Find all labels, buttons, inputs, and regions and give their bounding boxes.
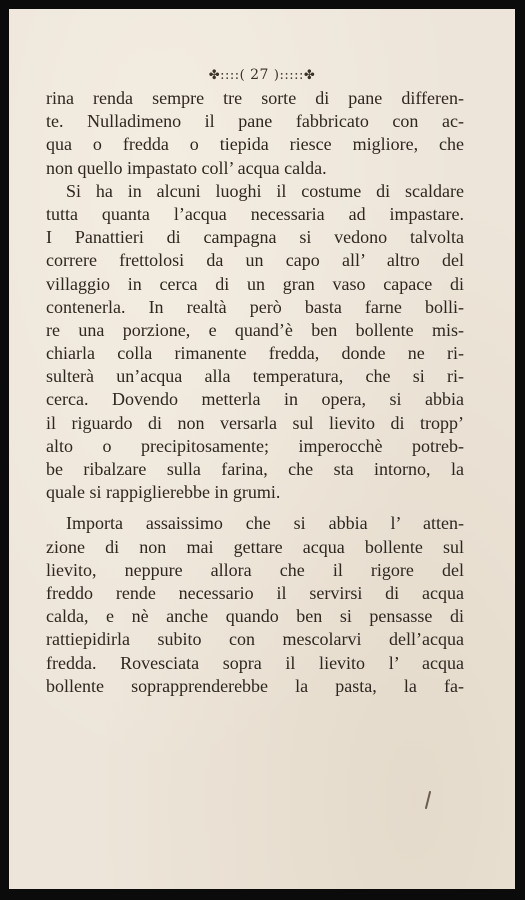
text-line: alto o precipitosamente; imperocchè potreb- <box>46 435 464 456</box>
text-line: rina renda sempre tre sorte di pane differen- <box>46 88 464 108</box>
ink-mark <box>423 791 433 809</box>
page-number: 27 <box>250 67 269 83</box>
text-line: contenerla. In realtà però basta farne bolli- <box>46 296 464 317</box>
book-page <box>9 9 515 889</box>
body-text <box>46 87 464 698</box>
text-line: te. Nulladimeno il pane fabbricato con ac- <box>46 111 464 132</box>
text-line: sulterà un’acqua alla temperatura, che si ri- <box>46 366 464 387</box>
text-line: cerca. Dovendo metterla in opera, si abbia <box>46 389 464 410</box>
header-ornament-right: ):::::✤ <box>273 68 316 83</box>
text-line: bollente soprapprenderebbe la pasta, la fa- <box>46 675 464 696</box>
header-ornament-left: ✤::::( <box>208 68 246 83</box>
page-header <box>9 67 515 83</box>
text-line: lievito, neppure allora che il rigore del <box>46 559 464 580</box>
text-line: villaggio in cerca di un gran vaso capace di <box>46 273 464 294</box>
text-line: freddo rende necessario il servirsi di acqua <box>46 582 464 603</box>
text-line: calda, e nè anche quando ben si pensasse di <box>46 606 464 627</box>
paragraph <box>46 87 464 180</box>
text-line: il riguardo di non versarla sul lievito di tropp’ <box>46 412 464 433</box>
text-line: chiarla colla rimanente fredda, donde ne ri- <box>46 343 464 364</box>
text-line: Importa assaissimo che si abbia l’ atten- <box>66 513 464 534</box>
text-line: non quello impastato coll’ acqua calda. <box>46 157 327 178</box>
text-line: tutta quanta l’acqua necessaria ad impastare. <box>46 203 464 224</box>
text-line: zione di non mai gettare acqua bollente sul <box>46 536 464 557</box>
text-line: Si ha in alcuni luoghi il costume di scaldare <box>66 180 464 201</box>
text-line: correre frettolosi da un capo all’ altro del <box>46 250 464 271</box>
text-line: quale si rappiglierebbe in grumi. <box>46 482 281 503</box>
text-line: rattiepidirla subito con mescolarvi dell’acqua <box>46 629 464 650</box>
text-line: I Panattieri di campagna si vedono talvolta <box>46 227 464 248</box>
text-line: re una porzione, e quand’è ben bollente mis- <box>46 319 464 340</box>
paragraph <box>46 180 464 505</box>
paragraph-gap <box>46 504 464 512</box>
text-line: fredda. Rovesciata sopra il lievito l’ acqua <box>46 652 464 673</box>
text-line: be ribalzare sulla farina, che sta intorno, la <box>46 459 464 479</box>
text-line: qua o fredda o tiepida riesce migliore, che <box>46 134 464 155</box>
paragraph <box>46 512 464 698</box>
